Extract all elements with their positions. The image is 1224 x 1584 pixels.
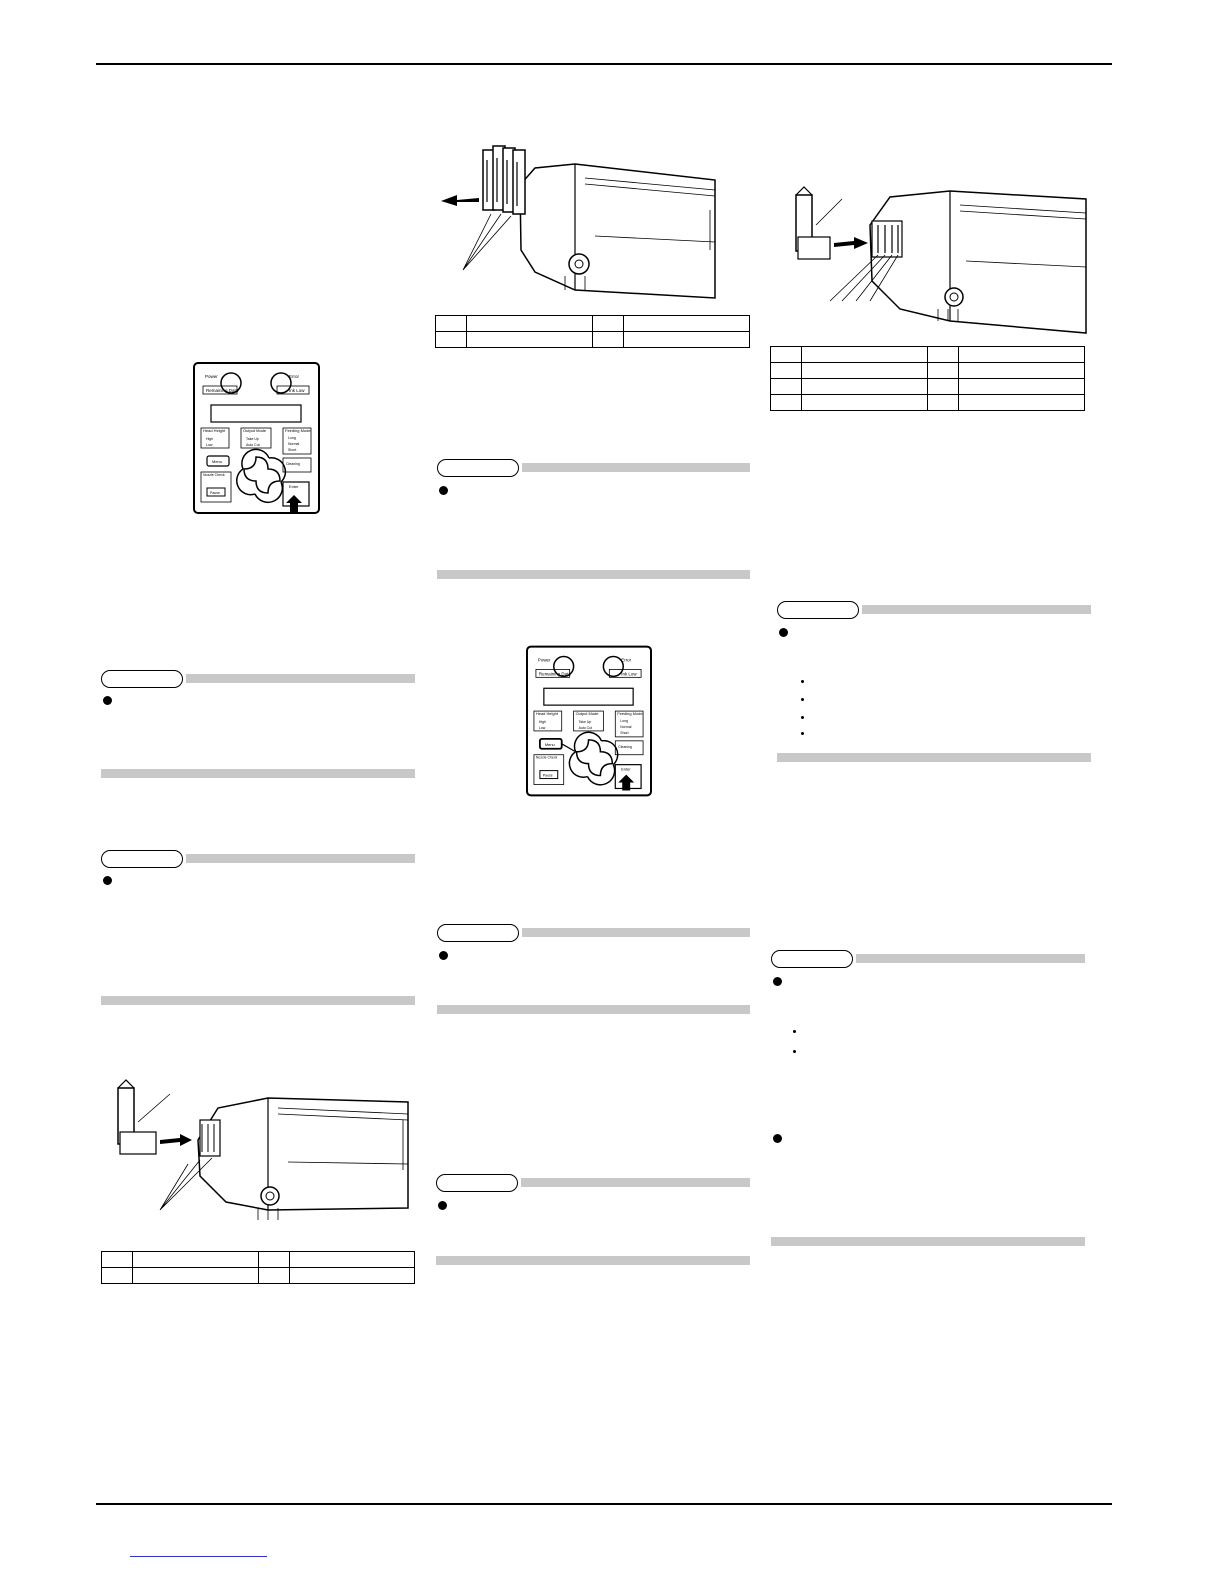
note-bar-1-bottom — [101, 769, 415, 778]
note-bullet-5 — [438, 1201, 447, 1210]
svg-text:Low: Low — [538, 725, 546, 730]
svg-text:Menu: Menu — [544, 741, 555, 747]
svg-text:Cleaning: Cleaning — [618, 744, 632, 749]
note-label-3 — [437, 459, 519, 477]
note-label-4 — [437, 924, 519, 942]
svg-text:Pause: Pause — [210, 491, 220, 495]
lcd-display — [211, 405, 301, 422]
sub-bullet — [801, 732, 804, 735]
svg-text:Short: Short — [288, 448, 297, 452]
note-bar-5-top — [521, 1178, 750, 1187]
note-label-7 — [771, 950, 853, 968]
header-rule — [96, 63, 1112, 65]
insert-arrow — [160, 1134, 192, 1146]
note-label-5 — [436, 1174, 518, 1192]
sub-bullet — [801, 680, 804, 683]
note-bullet-4 — [439, 951, 448, 960]
svg-text:Long: Long — [620, 718, 628, 723]
svg-text:Ink Low: Ink Low — [621, 671, 637, 677]
cp1-error: Error — [289, 374, 299, 379]
svg-text:High: High — [206, 437, 214, 441]
cartridge-removal-figure — [435, 140, 715, 300]
svg-text:Take Up: Take Up — [246, 437, 259, 441]
note-bullet-8 — [773, 1134, 782, 1143]
pull-arrow — [441, 195, 479, 206]
note-label-2 — [101, 850, 183, 868]
svg-text:Low: Low — [206, 443, 213, 447]
note-bar-3-top — [522, 463, 750, 472]
svg-text:Short: Short — [620, 730, 629, 735]
note-bar-4-bottom — [437, 1005, 750, 1014]
note-bullet-6 — [779, 628, 788, 637]
svg-text:Feeding Mode: Feeding Mode — [617, 711, 643, 717]
note-bullet-3 — [439, 486, 448, 495]
cartridge-insertion-figure-2 — [790, 185, 1086, 335]
note-bar-6-top — [862, 605, 1091, 614]
svg-text:Feeding Mode: Feeding Mode — [285, 428, 311, 433]
sub-bullet — [801, 716, 804, 719]
note-bar-2-top — [186, 854, 415, 863]
svg-text:Take Up: Take Up — [578, 719, 592, 724]
note-bar-7-top — [856, 954, 1085, 963]
parts-table-3 — [770, 346, 1085, 411]
note-bar-5-bottom — [436, 1256, 750, 1265]
cp1-remaining-data: Remaining Data — [206, 388, 239, 393]
svg-text:Nozzle Check: Nozzle Check — [203, 473, 225, 477]
note-bar-7-bottom — [771, 1237, 1085, 1246]
svg-text:Pause: Pause — [542, 773, 553, 778]
svg-text:Auto Cut: Auto Cut — [246, 443, 260, 447]
note-label-6 — [777, 601, 859, 619]
svg-text:Menu: Menu — [212, 459, 223, 464]
svg-text:Output Mode: Output Mode — [243, 428, 267, 433]
error-button — [271, 373, 291, 393]
control-panel-figure — [193, 362, 320, 514]
cp1-power: Power — [205, 374, 218, 379]
svg-text:Output Mode: Output Mode — [575, 711, 599, 717]
svg-text:Error: Error — [621, 657, 632, 663]
svg-text:High: High — [538, 719, 547, 724]
note-bar-1-top — [186, 674, 415, 683]
note-bullet-1 — [103, 696, 112, 705]
note-bar-4-top — [522, 928, 750, 937]
parts-table-1 — [101, 1251, 415, 1284]
sub-bullet — [801, 698, 804, 701]
parts-table-2 — [435, 315, 750, 348]
svg-text:Enter: Enter — [289, 484, 299, 489]
note-label-1 — [101, 670, 183, 688]
sub-bullet — [793, 1050, 796, 1053]
svg-text:Auto Cut: Auto Cut — [578, 725, 593, 730]
cartridge-insertion-figure-1 — [108, 1080, 408, 1220]
svg-text:Nozzle Check: Nozzle Check — [535, 755, 558, 760]
svg-text:Cleaning: Cleaning — [286, 462, 300, 466]
svg-text:Remaining Data: Remaining Data — [538, 671, 571, 677]
note-bullet-2 — [103, 876, 112, 885]
cp1-ink-low: Ink Low — [289, 388, 305, 393]
svg-text:Normal: Normal — [620, 724, 632, 729]
footer-rule — [96, 1503, 1112, 1505]
svg-text:Head Height: Head Height — [535, 711, 558, 717]
svg-text:Head Height: Head Height — [203, 428, 226, 433]
svg-text:Normal: Normal — [288, 442, 300, 446]
svg-text:Enter: Enter — [621, 766, 631, 772]
note-bar-2-bottom — [101, 996, 415, 1005]
control-panel-figure-2 — [526, 645, 652, 797]
svg-text:Long: Long — [288, 436, 296, 440]
note-bar-6-bottom — [777, 753, 1091, 762]
sub-bullet — [793, 1030, 796, 1033]
svg-text:Power: Power — [537, 657, 551, 663]
footer-link-underline[interactable] — [130, 1556, 267, 1557]
note-bullet-7 — [773, 977, 782, 986]
note-bar-3-bottom — [437, 570, 750, 579]
